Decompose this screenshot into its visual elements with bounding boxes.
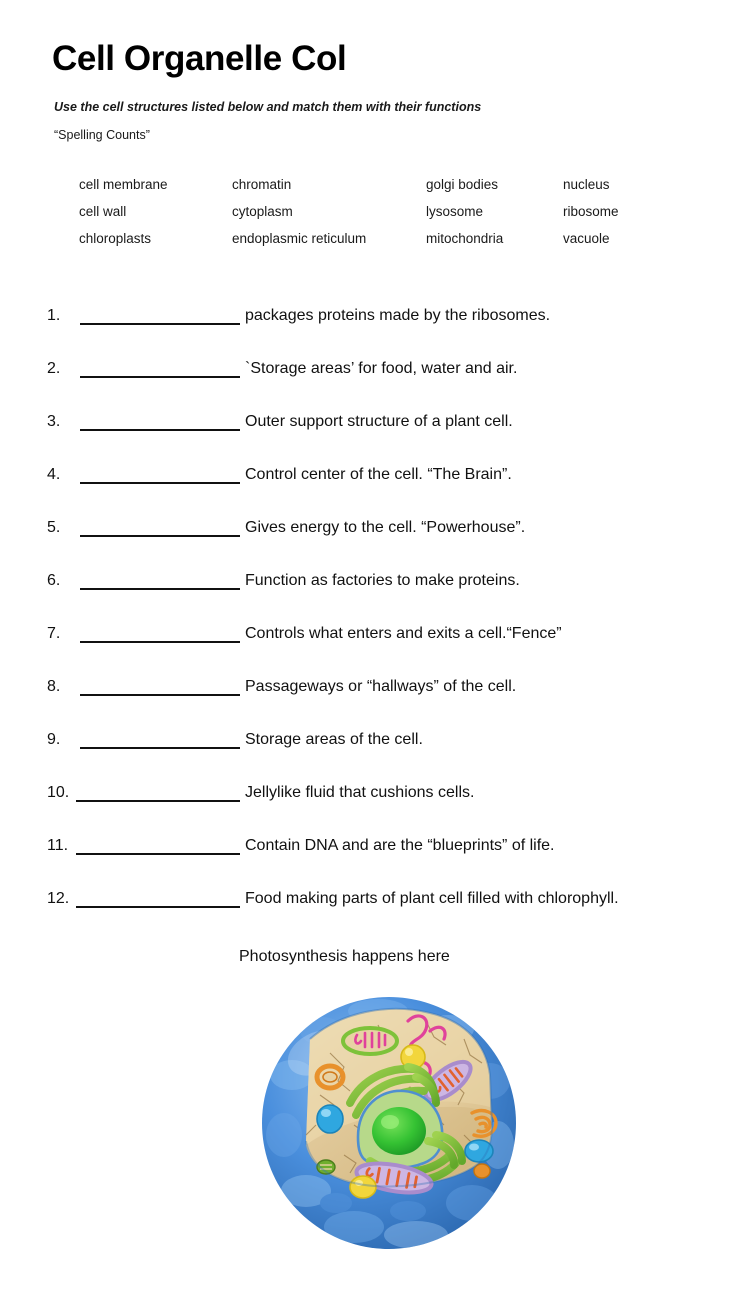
answer-blank[interactable]: [76, 906, 240, 908]
question-row: [0, 624, 736, 677]
question-number: 3.: [47, 413, 61, 430]
question-row: [0, 306, 736, 359]
question-text: Outer support structure of a plant cell.: [245, 413, 513, 430]
question-number: 7.: [47, 625, 61, 642]
question-row: [0, 359, 736, 412]
question-text: Function as factories to make proteins.: [245, 572, 520, 589]
word-bank-item: endoplasmic reticulum: [232, 231, 367, 246]
word-bank-item: vacuole: [563, 231, 610, 246]
vesicle-blue-left: [317, 1105, 343, 1133]
question-text: Storage areas of the cell.: [245, 731, 423, 748]
word-bank-item: ribosome: [563, 204, 619, 219]
question-row: [0, 465, 736, 518]
word-bank-item: cell wall: [79, 204, 127, 219]
question-number: 5.: [47, 519, 61, 536]
question-row: [0, 677, 736, 730]
question-text: packages proteins made by the ribosomes.: [245, 307, 551, 324]
answer-blank[interactable]: [80, 429, 240, 431]
lysosome-bottom: [350, 1176, 376, 1198]
word-bank-row: [79, 231, 679, 258]
question-row: [0, 571, 736, 624]
animal-cell-cutaway-illustration: [258, 995, 520, 1253]
answer-blank[interactable]: [80, 482, 240, 484]
question-text: Control center of the cell. “The Brain”.: [245, 466, 512, 483]
answer-blank[interactable]: [80, 641, 240, 643]
question-text: Food making parts of plant cell filled with chlorophyll.: [245, 890, 619, 907]
word-bank-item: golgi bodies: [426, 177, 499, 192]
question-text: Controls what enters and exits a cell.“Fence”: [245, 625, 562, 642]
word-bank-item: lysosome: [426, 204, 484, 219]
question-row: [0, 412, 736, 465]
question-number: 2.: [47, 360, 61, 377]
question-row: [0, 889, 736, 942]
cell-diagram-svg: [258, 995, 520, 1253]
answer-blank[interactable]: [80, 694, 240, 696]
question-row: [0, 783, 736, 836]
question-text: Passageways or “hallways” of the cell.: [245, 678, 517, 695]
question-number: 8.: [47, 678, 61, 695]
answer-blank[interactable]: [80, 535, 240, 537]
answer-blank[interactable]: [76, 800, 240, 802]
question-number: 9.: [47, 731, 61, 748]
answer-blank[interactable]: [80, 376, 240, 378]
photosynthesis-caption: Photosynthesis happens here: [239, 948, 450, 965]
question-number: 6.: [47, 572, 61, 589]
word-bank-item: cytoplasm: [232, 204, 293, 219]
question-row: [0, 518, 736, 571]
question-number: 4.: [47, 466, 61, 483]
page-title: Cell Organelle Col: [52, 39, 347, 78]
nucleus: [358, 1091, 442, 1168]
question-text: Gives energy to the cell. “Powerhouse”.: [245, 519, 526, 536]
word-bank-row: [79, 204, 679, 231]
question-text: Contain DNA and are the “blueprints” of life.: [245, 837, 555, 854]
question-row: [0, 836, 736, 889]
word-bank-item: mitochondria: [426, 231, 504, 246]
answer-blank[interactable]: [80, 588, 240, 590]
spelling-note: “Spelling Counts”: [54, 128, 150, 142]
word-bank-item: nucleus: [563, 177, 610, 192]
answer-blank[interactable]: [80, 323, 240, 325]
question-number: 10.: [47, 784, 70, 801]
question-number: 1.: [47, 307, 61, 324]
mitochondrion-top: [343, 1028, 397, 1054]
word-bank-row: [79, 177, 679, 204]
answer-blank[interactable]: [76, 853, 240, 855]
word-bank-item: chromatin: [232, 177, 292, 192]
question-list: [0, 306, 736, 942]
vesicle-blue-right: [465, 1140, 493, 1162]
question-number: 12.: [47, 890, 70, 907]
instructions-text: Use the cell structures listed below and match them with their functions: [54, 100, 482, 114]
question-text: Jellylike fluid that cushions cells.: [245, 784, 475, 801]
question-text: `Storage areas’ for food, water and air.: [245, 360, 518, 377]
question-number: 11.: [47, 837, 69, 854]
answer-blank[interactable]: [80, 747, 240, 749]
word-bank-item: cell membrane: [79, 177, 168, 192]
word-bank: [79, 177, 679, 258]
word-bank-item: chloroplasts: [79, 231, 152, 246]
question-row: [0, 730, 736, 783]
